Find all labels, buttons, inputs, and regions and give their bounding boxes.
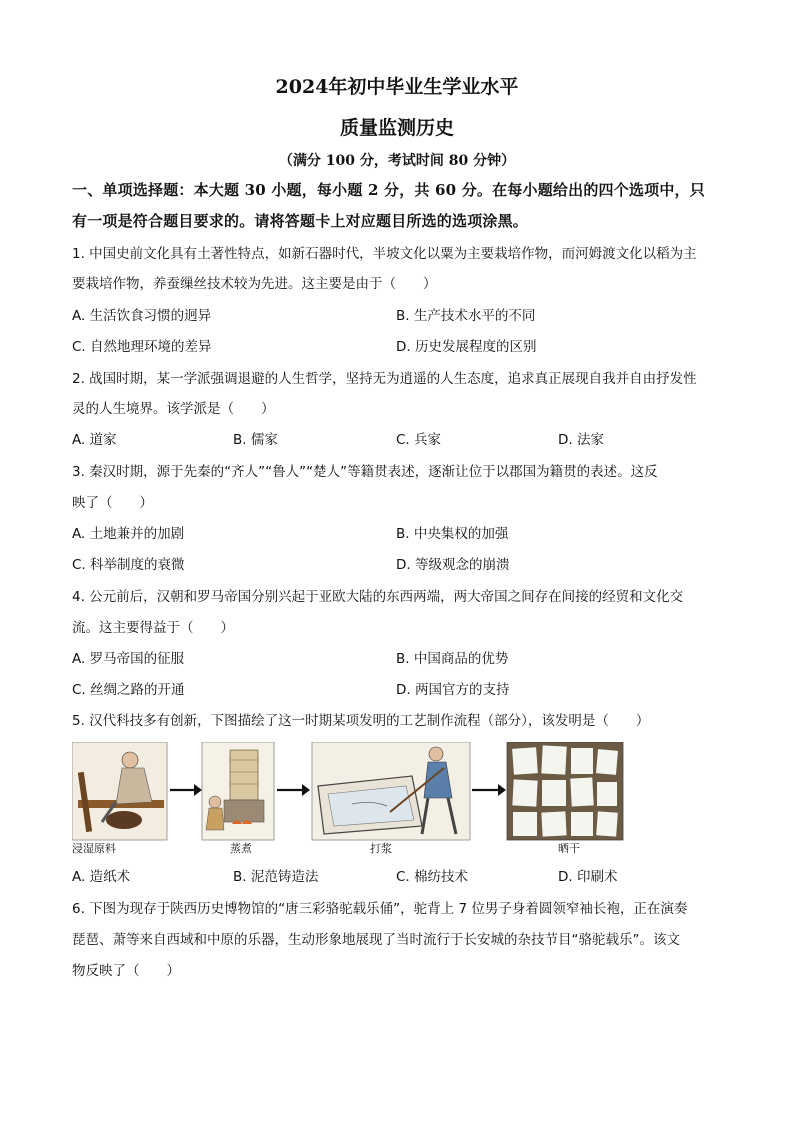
question-4-option-b: B. 中国商品的优势: [396, 651, 509, 667]
section-heading-line2: 有一项是符合题目要求的。请将答题卡上对应题目所选的选项涂黑。: [72, 212, 529, 230]
question-5-option-d: D. 印刷术: [558, 869, 618, 885]
question-3-option-d: D. 等级观念的崩溃: [396, 557, 510, 573]
arrow-1-icon: [170, 784, 202, 796]
drying-sheets-illustration: [507, 742, 623, 840]
beating-pulp-illustration: [312, 742, 470, 840]
question-1-option-a: A. 生活饮食习惯的迥异: [72, 308, 212, 324]
question-5-option-a: A. 造纸术: [72, 869, 131, 885]
question-3-option-a: A. 土地兼并的加剧: [72, 526, 185, 542]
question-3-option-c: C. 科举制度的衰微: [72, 557, 185, 573]
caption-beating: 打浆: [370, 842, 392, 855]
exam-title: 2024年初中毕业生学业水平: [275, 76, 519, 98]
caption-steaming: 蒸煮: [230, 842, 252, 855]
question-2-option-b: B. 儒家: [233, 432, 278, 448]
question-4-line-1: 4. 公元前后，汉朝和罗马帝国分别兴起于亚欧大陆的东西两端，两大帝国之间存在间接的经贸和文化交: [72, 589, 684, 605]
question-2-line-2: 灵的人生境界。该学派是（ ）: [72, 401, 275, 417]
question-1-option-c: C. 自然地理环境的差异: [72, 339, 212, 355]
soaking-materials-illustration: [72, 742, 167, 840]
question-3-line-1: 3. 秦汉时期，源于先秦的“齐人”“鲁人”“楚人”等籍贯表述，逐渐让位于以郡国为籍贯的表述。这反: [72, 464, 658, 480]
question-2-option-a: A. 道家: [72, 432, 117, 448]
arrow-2-icon: [277, 784, 310, 796]
question-1-option-d: D. 历史发展程度的区别: [396, 339, 537, 355]
exam-subject-title: 质量监测历史: [339, 117, 454, 139]
caption-soaking: 浸湿原料: [72, 842, 116, 855]
question-4-line-2: 流。这主要得益于（ ）: [72, 620, 234, 636]
question-4-option-a: A. 罗马帝国的征服: [72, 651, 185, 667]
caption-drying: 晒干: [558, 842, 580, 855]
arrow-3-icon: [472, 784, 506, 796]
question-2-option-d: D. 法家: [558, 432, 604, 448]
question-2-line-1: 2. 战国时期，某一学派强调退避的人生哲学，坚持无为逍遥的人生态度，追求真正展现自我并自由抒发性: [72, 371, 697, 387]
question-3-option-b: B. 中央集权的加强: [396, 526, 509, 542]
question-5-option-c: C. 棉纺技术: [396, 869, 469, 885]
question-4-option-d: D. 两国官方的支持: [396, 682, 510, 698]
question-5-line-1: 5. 汉代科技多有创新，下图描绘了这一时期某项发明的工艺制作流程（部分），该发明是（ ）: [72, 713, 650, 729]
question-3-line-2: 映了（ ）: [72, 495, 153, 511]
question-5-option-b: B. 泥范铸造法: [233, 869, 319, 885]
question-2-option-c: C. 兵家: [396, 432, 442, 448]
question-6-line-2: 琵琶、萧等来自西域和中原的乐器，生动形象地展现了当时流行于长安城的杂技节目“骆驼载乐”。该文: [72, 932, 680, 948]
question-1-option-b: B. 生产技术水平的不同: [396, 308, 536, 324]
question-6-line-1: 6. 下图为现存于陕西历史博物馆的“唐三彩骆驼载乐俑”，驼背上 7 位男子身着圆领窄袖长袍，正在演奏: [72, 901, 688, 917]
steaming-illustration: [202, 742, 274, 840]
question-4-option-c: C. 丝绸之路的开通: [72, 682, 185, 698]
question-1-line-1: 1. 中国史前文化具有土著性特点，如新石器时代，半坡文化以粟为主要栽培作物，而河姆渡文化以稻为主: [72, 246, 697, 262]
section-heading-line1: 一、单项选择题：本大题 30 小题，每小题 2 分，共 60 分。在每小题给出的四个选项中，只: [72, 181, 705, 199]
papermaking-process-figure: [72, 742, 632, 862]
question-1-line-2: 要栽培作物，养蚕缫丝技术较为先进。这主要是由于（ ）: [72, 276, 437, 292]
exam-subtitle: （满分 100 分，考试时间 80 分钟）: [278, 153, 516, 169]
question-6-line-3: 物反映了（ ）: [72, 963, 180, 979]
